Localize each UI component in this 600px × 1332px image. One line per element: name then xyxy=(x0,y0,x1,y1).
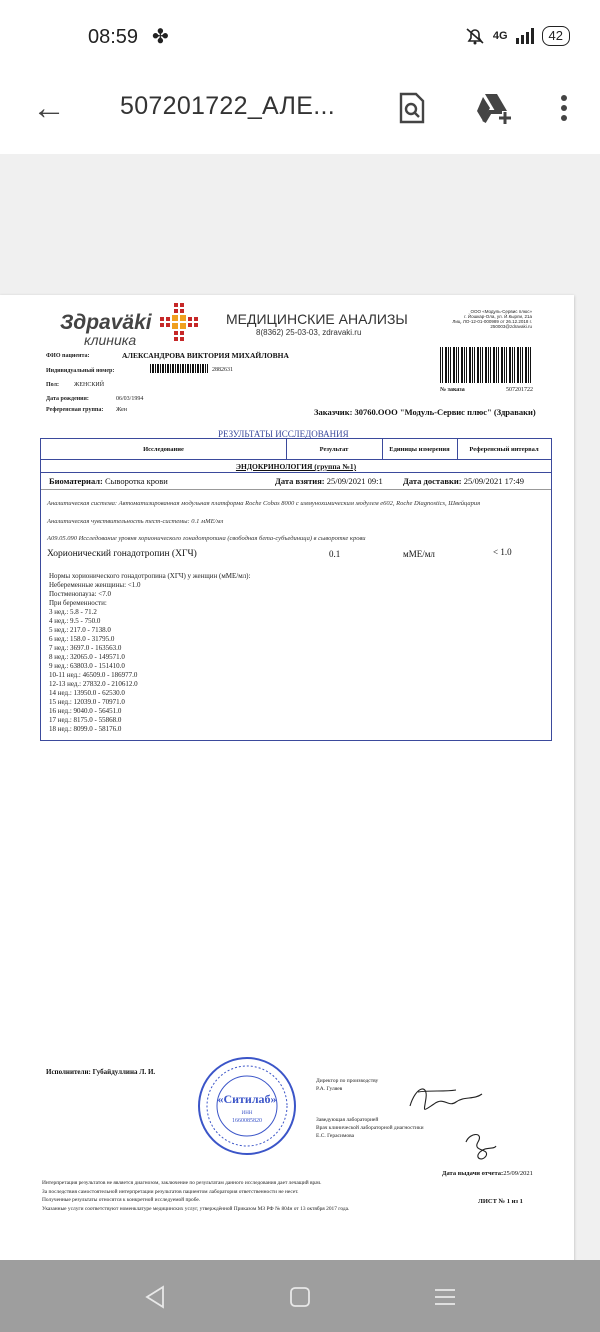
sex-label: Пол: xyxy=(46,382,59,388)
head-title: Заведующая лабораторией xyxy=(316,1117,379,1123)
analytical-sensitivity: Аналитическая чувствительность тест-системы: 0.1 мМЕ/мл xyxy=(47,518,224,525)
doc-contacts: 8(8362) 25-03-03, zdravaki.ru xyxy=(256,328,362,337)
section-title: ЭНДОКРИНОЛОГИЯ (группа №1) xyxy=(235,462,357,471)
lab-stamp xyxy=(196,1055,298,1157)
fio-value: АЛЕКСАНДРОВА ВИКТОРИЯ МИХАЙЛОВНА xyxy=(122,351,289,360)
dob-value: 06/03/1994 xyxy=(116,396,144,402)
norm-line: 14 нед.: 13950.0 - 62530.0 xyxy=(49,689,125,697)
stamp-name: «Ситилаб» xyxy=(217,1092,277,1106)
director-block xyxy=(316,1077,378,1093)
document-title: 507201722_АЛЕ... xyxy=(120,92,335,120)
add-to-drive-button[interactable] xyxy=(474,88,514,128)
col-result: Результат xyxy=(286,439,383,459)
norm-line: Небеременные женщины: <1.0 xyxy=(49,581,141,589)
head-role: Врач клинической лабораторной диагностики xyxy=(316,1125,424,1131)
stamp-inn-number: 1660085820 xyxy=(232,1118,262,1124)
norm-line: Постменопауза: <7.0 xyxy=(49,590,111,598)
menu-lines-icon xyxy=(433,1287,457,1307)
test-units: мМЕ/мл xyxy=(403,549,435,559)
clinic-cross-logo-icon xyxy=(160,303,198,341)
nav-home-button[interactable] xyxy=(285,1282,315,1312)
norm-line: 16 нед.: 9040.0 - 56451.0 xyxy=(49,707,122,715)
footer-notes: Интерпретация результатов не является диагнозом, заключение по результатам данного исследования дает лечащий врач. За последствия самостоятельной интерпретации результатов пациентом лаборатория ответственности не несет. Полученные результаты относятся к конкретной исследуемой пробе. Указанные услуги соответствуют номенклатуре медицинских услуг, утверждённой Приказом МЗ РФ № 804н от 13 октября 2017 года. xyxy=(42,1180,350,1212)
taken-label: Дата взятия: xyxy=(275,476,325,486)
norm-line: 4 нед.: 9.5 - 750.0 xyxy=(49,617,101,625)
nav-back-button[interactable] xyxy=(140,1282,170,1312)
results-table-header xyxy=(41,439,551,460)
system-nav-bar xyxy=(0,1260,600,1332)
col-study: Исследование xyxy=(41,439,287,459)
sheet-number: ЛИСТ № 1 из 1 xyxy=(478,1198,523,1205)
app-bar xyxy=(0,70,600,155)
analytical-system: Аналитическая система: Автоматизированная модульная платформа Roche Cobas 8000 с иммунохимическим модулем e602, Roche Diagnostics, Швейцария xyxy=(47,500,481,507)
norm-line: 15 нед.: 12039.0 - 70971.0 xyxy=(49,698,125,706)
results-table xyxy=(40,438,552,741)
search-document-button[interactable] xyxy=(392,88,432,128)
norm-line: 12-13 нед.: 27832.0 - 210612.0 xyxy=(49,680,138,688)
test-ref: < 1.0 xyxy=(493,547,512,557)
taken-row xyxy=(275,476,383,486)
norm-line: 3 нед.: 5.8 - 71.2 xyxy=(49,608,97,616)
biomaterial-label: Биоматериал: xyxy=(49,476,103,486)
company-info: ООО «Модуль-Сервис плюс» г. Йошкар-Ола, ул. Й.Кырли, 21а Лиц. ЛО-12-01-000989 от 26.12.2018 г. 250003@zdravaki.ru xyxy=(452,309,532,329)
taken-value: 25/09/2021 09:1 xyxy=(326,476,383,486)
more-vert-icon xyxy=(560,94,568,122)
back-arrow-icon[interactable]: ← xyxy=(32,89,66,127)
study-code: A09.05.090 Исследование уровня хорионического гонадотропина (свободная бета-субъединица) в сыворотке крови xyxy=(47,535,366,542)
head-name: Е.С. Герасимова xyxy=(316,1133,355,1139)
test-name: Хорионический гонадотропин (ХГЧ) xyxy=(47,549,197,559)
biomaterial-row xyxy=(49,476,168,486)
norm-line: 17 нед.: 8175.0 - 55868.0 xyxy=(49,716,122,724)
network-type: 4G xyxy=(492,30,508,42)
battery-icon: 42 xyxy=(542,26,570,46)
director-name: Р.А. Гуляев xyxy=(316,1086,343,1092)
refgroup-label: Референсная группа: xyxy=(46,407,104,413)
issue-value: 25/09/2021 xyxy=(503,1170,533,1177)
norm-line: 8 нед.: 32065.0 - 149571.0 xyxy=(49,653,125,661)
head-block xyxy=(316,1116,424,1140)
order-barcode xyxy=(440,347,532,383)
clock: 08:59 xyxy=(88,26,139,48)
sex-value: ЖЕНСКИЙ xyxy=(74,382,105,388)
col-units: Единицы измерения xyxy=(382,439,458,459)
id-value: 2882631 xyxy=(212,367,233,373)
head-signature-icon xyxy=(460,1128,500,1164)
norm-line: 18 нед.: 8099.0 - 58176.0 xyxy=(49,725,122,733)
pinwheel-icon: ✤ xyxy=(152,26,169,48)
doc-heading: МЕДИЦИНСКИЕ АНАЛИЗЫ xyxy=(226,311,408,327)
issue-date xyxy=(442,1170,533,1177)
clinic-logo-subtitle: клиника xyxy=(84,332,137,348)
pdf-page xyxy=(0,295,574,1273)
document-search-icon xyxy=(398,92,426,124)
delivered-value: 25/09/2021 17:49 xyxy=(463,476,524,486)
signal-icon xyxy=(516,28,534,44)
director-title: Директор по производству xyxy=(316,1078,379,1084)
test-result: 0.1 xyxy=(329,549,341,559)
delivered-label: Дата доставки: xyxy=(403,476,462,486)
patient-barcode xyxy=(150,364,208,373)
square-home-icon xyxy=(289,1286,311,1308)
clinic-logo-text: Здраvӓki xyxy=(60,311,152,334)
order-label: № заказа xyxy=(440,387,465,393)
refgroup-value: Жен xyxy=(116,407,127,413)
delivered-row xyxy=(403,476,524,486)
system-icons xyxy=(465,26,570,46)
more-options-button[interactable] xyxy=(544,88,584,128)
stamp-inn-label: ИНН xyxy=(241,1111,253,1116)
pdf-viewer[interactable] xyxy=(0,154,600,1260)
issue-label: Дата выдачи отчета: xyxy=(442,1170,504,1177)
norm-line: 5 нед.: 217.0 - 7138.0 xyxy=(49,626,111,634)
fio-label: ФИО пациента: xyxy=(46,353,90,359)
norm-line: 10-11 нед.: 46509.0 - 186977.0 xyxy=(49,671,138,679)
customer-line: Заказчик: 30760.ООО "Модуль-Сервис плюс" (Здраваки) xyxy=(314,407,536,417)
status-bar xyxy=(0,0,600,70)
norm-line: 6 нед.: 158.0 - 31795.0 xyxy=(49,635,115,643)
nav-recents-button[interactable] xyxy=(430,1282,460,1312)
executor-line: Исполнители: Губайдуллина Л. И. xyxy=(46,1068,156,1076)
id-label: Индивидуальный номер: xyxy=(46,368,115,374)
norm-line: 9 нед.: 63803.0 - 151410.0 xyxy=(49,662,125,670)
drive-add-icon xyxy=(475,92,513,124)
triangle-back-icon xyxy=(143,1284,167,1310)
mute-bell-icon xyxy=(465,27,485,45)
biomaterial-value: Сыворотка крови xyxy=(105,476,168,486)
norm-line: При беременности: xyxy=(49,599,107,607)
col-ref: Референсный интервал xyxy=(469,445,539,453)
norm-line: 7 нед.: 3697.0 - 163563.0 xyxy=(49,644,122,652)
results-title: РЕЗУЛЬТАТЫ ИССЛЕДОВАНИЯ xyxy=(218,429,349,439)
order-value: 507201722 xyxy=(506,387,533,393)
director-signature-icon xyxy=(404,1078,488,1118)
dob-label: Дата рождения: xyxy=(46,396,89,402)
norm-line: Нормы хорионического гонадотропина (ХГЧ) у женщин (мМЕ/мл): xyxy=(49,572,251,580)
